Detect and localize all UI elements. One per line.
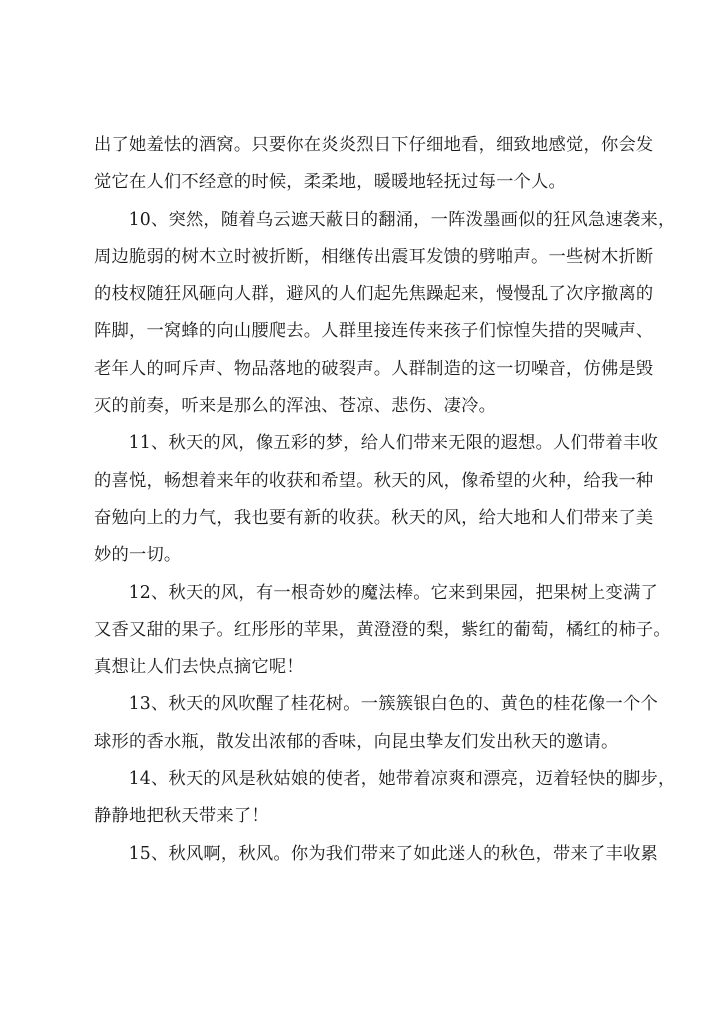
text-line: 11、秋天的风，像五彩的梦，给人们带来无限的遐想。人们带着丰收	[128, 433, 658, 454]
text-line: 12、秋天的风，有一根奇妙的魔法棒。它来到果园，把果树上变满了	[128, 582, 658, 603]
text-line: 的枝杈随狂风砸向人群，避风的人们起先焦躁起来，慢慢乱了次序撤离的	[94, 284, 654, 305]
text-line: 13、秋天的风吹醒了桂花树。一簇簇银白色的、黄色的桂花像一个个	[128, 694, 658, 715]
text-line: 10、突然，随着乌云遮天蔽日的翻涌，一阵泼墨画似的狂风急速袭来，	[128, 209, 676, 230]
text-line: 妙的一切。	[94, 545, 182, 566]
text-line: 觉它在人们不经意的时候，柔柔地，暖暖地轻抚过每一个人。	[94, 172, 566, 193]
text-line: 老年人的呵斥声、物品落地的破裂声。人群制造的这一切噪音，仿佛是毁	[94, 358, 654, 379]
text-line: 阵脚，一窝蜂的向山腰爬去。人群里接连传来孩子们惊惶失措的哭喊声、	[94, 321, 654, 342]
paragraph-12	[94, 575, 671, 687]
text-line: 灭的前奏，听来是那么的浑浊、苍凉、悲伤、凄冷。	[94, 396, 497, 417]
text-line: 周边脆弱的树木立时被折断，相继传出震耳发馈的劈啪声。一些树木折断	[94, 246, 654, 267]
document-body	[94, 127, 676, 873]
paragraph-continued	[94, 127, 654, 202]
paragraph-15	[94, 836, 658, 873]
text-line: 球形的香水瓶，散发出浓郁的香味，向昆虫挚友们发出秋天的邀请。	[94, 731, 619, 752]
text-line: 又香又甜的果子。红彤彤的苹果，黄澄澄的梨，紫红的葡萄，橘红的柿子。	[94, 619, 671, 640]
text-line: 奋勉向上的力气，我也要有新的收获。秋天的风，给大地和人们带来了美	[94, 507, 654, 528]
paragraph-14	[94, 761, 676, 836]
paragraph-13	[94, 686, 658, 761]
text-line: 真想让人们去快点摘它呢！	[94, 657, 304, 678]
text-line: 的喜悦，畅想着来年的收获和希望。秋天的风，像希望的火种，给我一种	[94, 470, 654, 491]
text-line: 14、秋天的风是秋姑娘的使者，她带着凉爽和漂亮，迈着轻快的脚步，	[128, 769, 676, 790]
text-line: 15、秋风啊，秋风。你为我们带来了如此迷人的秋色，带来了丰收累	[128, 843, 658, 864]
text-line: 静静地把秋天带来了！	[94, 806, 269, 827]
text-line: 出了她羞怯的酒窝。只要你在炎炎烈日下仔细地看，细致地感觉，你会发	[94, 135, 654, 155]
paragraph-11	[94, 425, 658, 574]
paragraph-10	[94, 202, 676, 426]
